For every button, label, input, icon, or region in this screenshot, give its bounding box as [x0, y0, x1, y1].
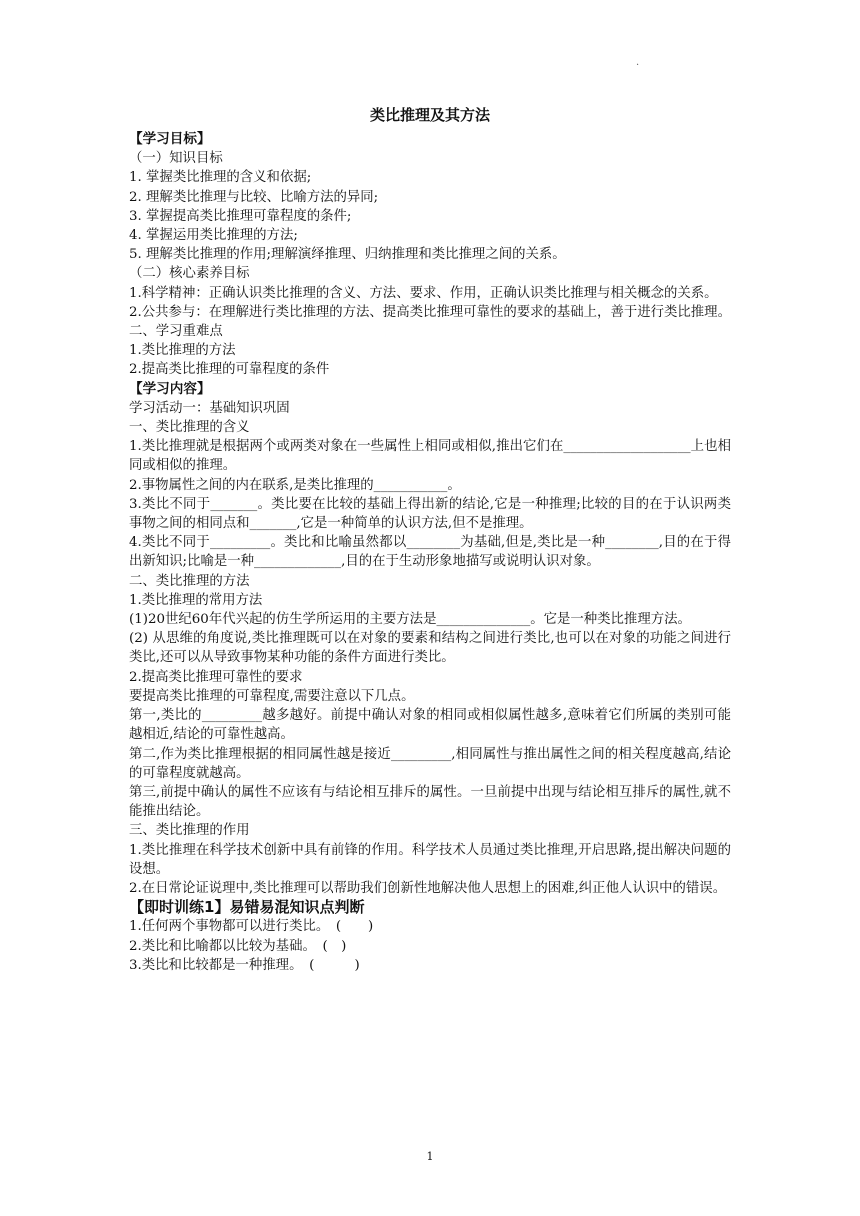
paragraph-line: 2.提高类比推理可靠性的要求 [129, 669, 303, 685]
document-body [129, 104, 731, 975]
paragraph-line: 1.类比推理就是根据两个或两类对象在一些属性上相同或相似,推出它们在___________________上也相同或相似的推理。 [129, 439, 731, 474]
paragraph-line: 1.类比推理的常用方法 [129, 592, 263, 608]
page-number: 1 [426, 1150, 434, 1163]
section-heading: 【学习内容】 [129, 380, 211, 397]
paragraph-list [129, 130, 731, 975]
paragraph-line: 3. 掌握提高类比推理可靠程度的条件; [129, 208, 352, 224]
paragraph-line: 1. 掌握类比推理的含义和依据; [129, 170, 312, 186]
paragraph-line: 第三,前提中确认的属性不应该有与结论相互排斥的属性。一旦前提中出现与结论相互排斥的属性,就不能推出结论。 [129, 784, 731, 820]
paragraph-line: 2.在日常论证说理中,类比推理可以帮助我们创新性地解决他人思想上的困难,纠正他人认识中的错误。 [129, 880, 727, 896]
paragraph-line: 3.类比和比较都是一种推理。 ( ) [129, 957, 360, 973]
paragraph-line: （一）知识目标 [129, 151, 223, 167]
paragraph-line: 4. 掌握运用类比推理的方法; [129, 228, 298, 244]
paragraph-line: 二、学习重难点 [129, 324, 223, 340]
paragraph-line: 学习活动一：基础知识巩固 [129, 400, 290, 416]
paragraph-line: 三、类比推理的作用 [129, 823, 250, 839]
paragraph-line: 4.类比不同于_________。类比和比喻虽然都以________为基础,但是,类比是一种________,目的在于得出新知识;比喻是一种_____________,目的在于生动形象地描写或说明认识对象。 [129, 535, 731, 570]
paragraph-line: （二）核心素养目标 [129, 266, 250, 282]
paragraph-line: 2.事物属性之间的内在联系,是类比推理的___________。 [129, 477, 461, 493]
paragraph-line: 2.公共参与：在理解进行类比推理的方法、提高类比推理可靠性的要求的基础上，善于进行类比推理。 [129, 304, 731, 320]
section-heading: 【学习目标】 [129, 131, 211, 147]
paragraph-line: (2) 从思维的角度说,类比推理既可以在对象的要素和结构之间进行类比,也可以在对象的功能之间进行类比,还可以从导致事物某种功能的条件方面进行类比。 [129, 631, 731, 666]
paragraph-line: 一、类比推理的含义 [129, 420, 250, 436]
paragraph-line: 二、类比推理的方法 [129, 573, 250, 589]
paragraph-line: 2.类比和比喻都以比较为基础。 ( ) [129, 938, 347, 954]
paragraph-line: 1.类比推理的方法 [129, 343, 236, 359]
header-dot: · [636, 60, 640, 71]
paragraph-line: 5. 理解类比推理的作用;理解演绎推理、归纳推理和类比推理之间的关系。 [129, 247, 566, 263]
document-title: 类比推理及其方法 [369, 106, 490, 124]
paragraph-line: 要提高类比推理的可靠程度,需要注意以下几点。 [129, 688, 415, 704]
paragraph-line: 第二,作为类比推理根据的相同属性越是接近_________,相同属性与推出属性之间的相关程度越高,结论的可靠程度就越高。 [129, 746, 731, 781]
paragraph-line: 1.类比推理在科学技术创新中具有前锋的作用。科学技术人员通过类比推理,开启思路,提出解决问题的设想。 [129, 842, 731, 877]
paragraph-line: (1)20世纪60年代兴起的仿生学所运用的主要方法是______________。它是一种类比推理方法。 [129, 612, 691, 628]
paragraph-line: 第一,类比的_________越多越好。前提中确认对象的相同或相似属性越多,意味着它们所属的类别可能越相近,结论的可靠性越高。 [129, 708, 731, 743]
paragraph-line: 2.提高类比推理的可靠程度的条件 [129, 362, 330, 378]
paragraph-line: 1.科学精神：正确认识类比推理的含义、方法、要求、作用，正确认识类比推理与相关概念的关系。 [129, 285, 718, 301]
paragraph-line: 2. 理解类比推理与比较、比喻方法的异同; [129, 189, 379, 205]
paragraph-line: 3.类比不同于_______。类比要在比较的基础上得出新的结论,它是一种推理;比较的目的在于认识两类事物之间的相同点和_______,它是一种简单的认识方法,但不是推理。 [129, 496, 731, 532]
section-heading: 【即时训练1】易错易混知识点判断 [129, 898, 365, 917]
paragraph-line: 1.任何两个事物都可以进行类比。 ( ) [129, 919, 374, 935]
